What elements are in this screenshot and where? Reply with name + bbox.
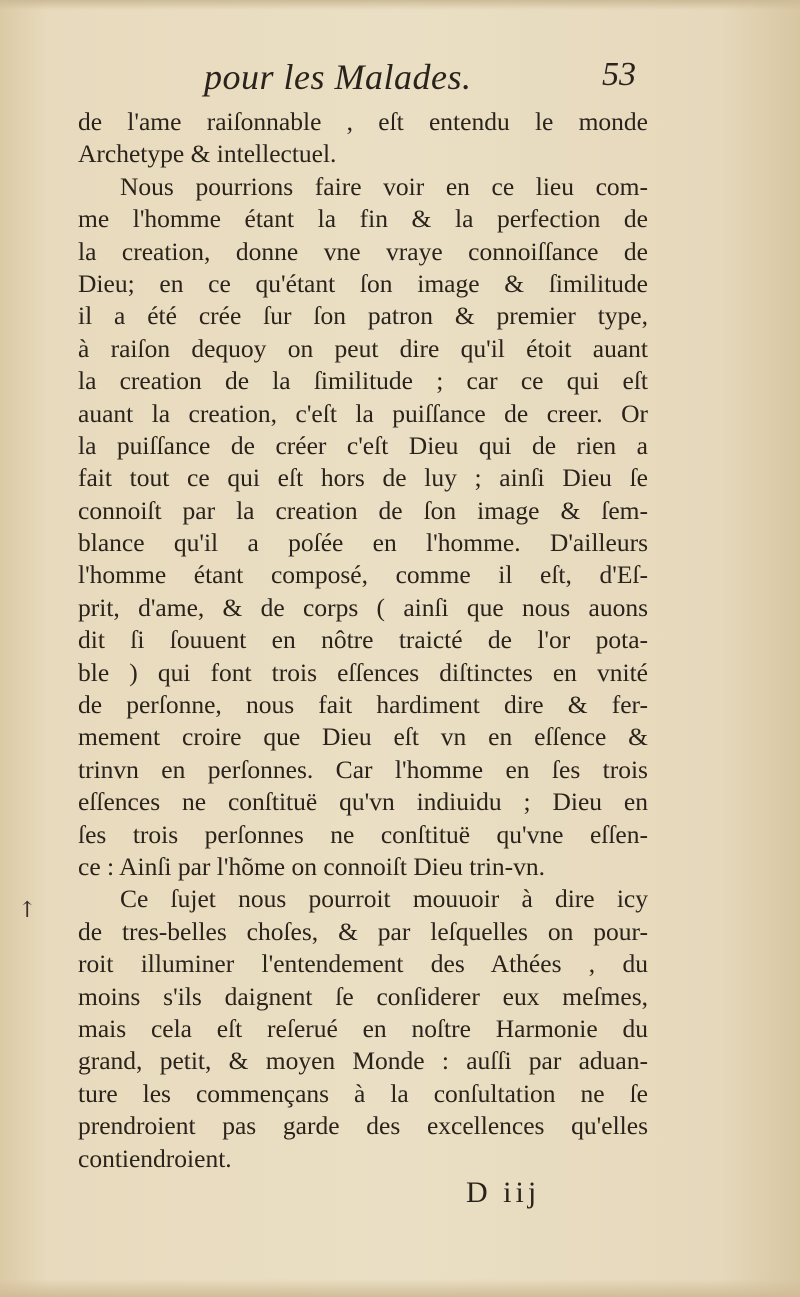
text-line: il a été crée ſur ſon patron & premier type, [78,301,648,331]
text-line: la puiſſance de créer c'eſt Dieu qui de rien a [78,430,648,460]
page-bottom-edge [0,1279,800,1297]
text-line: de l'ame raiſonnable , eſt entendu le monde [78,107,648,136]
text-line: connoiſt par la creation de ſon image & ſem- [78,495,648,525]
text-line: l'homme étant composé, comme il eſt, d'Eſ- [78,560,648,590]
text-line: ble ) qui font trois eſſences diſtinctes en vnité [78,657,648,687]
text-line: grand, petit, & moyen Monde : auſſi par aduan- [78,1046,648,1076]
text-line: la creation de la ſimilitude ; car ce qui eſt [78,366,648,396]
margin-mark: ↑ [18,898,37,923]
signature-mark: D iij [466,1176,541,1209]
text-line: dit ſi ſouuent en nôtre traicté de l'or pota- [78,625,648,655]
text-line: fait tout ce qui eſt hors de luy ; ainſi Dieu ſe [78,463,648,493]
text-line: à raiſon dequoy on peut dire qu'il étoit auant [78,333,648,363]
page-header [200,56,640,100]
text-line: ture les commençans à la conſultation ne ſe [78,1078,648,1108]
text-line: eſſences ne conſtituë qu'vn indiuidu ; Dieu en [78,787,648,817]
text-line: Ce ſujet nous pourroit mouuoir à dire icy [120,884,648,914]
text-line: de tres-belles choſes, & par leſquelles on pour- [78,916,648,946]
body-text [78,106,648,1175]
running-title: pour les Malades. [204,57,472,97]
text-line: moins s'ils daignent ſe conſiderer eux meſmes, [78,981,648,1011]
text-line: auant la creation, c'eſt la puiſſance de creer. Or [78,398,648,428]
text-line: contiendroient. [78,1143,232,1173]
text-line: de perſonne, nous fait hardiment dire & fer- [78,690,648,720]
text-line: roit illuminer l'entendement des Athées , du [78,949,648,979]
text-line: prit, d'ame, & de corps ( ainſi que nous auons [78,592,648,622]
page-top-edge [0,0,800,10]
text-line: trinvn en perſonnes. Car l'homme en ſes trois [78,754,648,784]
text-line: prendroient pas garde des excellences qu'elles [78,1111,648,1141]
text-line: ſes trois perſonnes ne conſtituë qu'vne eſſen- [78,819,648,849]
text-line: mais cela eſt reſerué en noſtre Harmonie du [78,1013,648,1043]
text-line: la creation, donne vne vraye connoiſſance de [78,236,648,266]
text-line: Archetype & intellectuel. [78,139,337,169]
text-line: me l'homme étant la fin & la perfection de [78,204,648,234]
text-line: ce : Ainſi par l'hõme on connoiſt Dieu trin-vn. [78,851,546,881]
text-line: Dieu; en ce qu'étant ſon image & ſimilitude [78,268,648,298]
text-line: mement croire que Dieu eſt vn en eſſence & [78,722,648,752]
text-line: Nous pourrions faire voir en ce lieu com- [120,171,648,201]
page-number: 53 [602,56,636,93]
text-line: blance qu'il a poſée en l'homme. D'ailleurs [78,528,648,558]
